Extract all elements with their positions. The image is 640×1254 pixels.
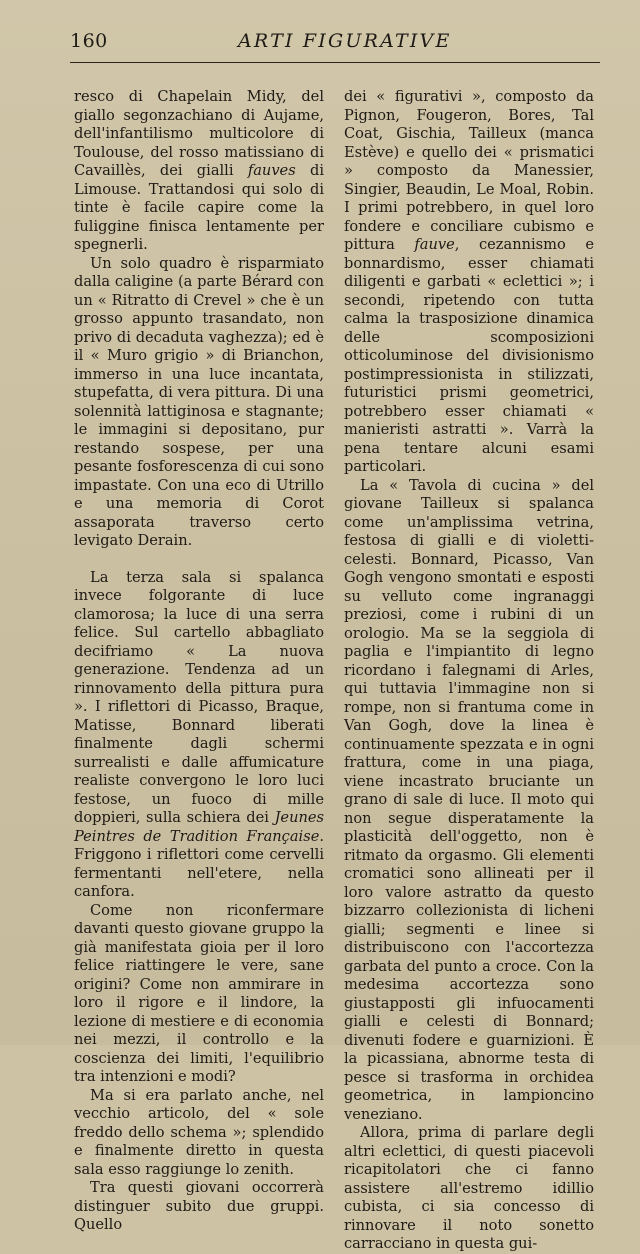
italic-text-run: fauves (247, 162, 296, 179)
page-header (70, 26, 600, 58)
text-run: Ma si era parlato anche, nel vecchio articolo, del « sole freddo dello schema »; splendido e finalmente diretto in questa sala esso raggiunge lo zenith. (74, 1086, 324, 1178)
italic-text-run: fauve (414, 236, 455, 253)
text-run: , cezannismo e bonnardismo, esser chiamati diligenti e garbati « eclettici »; i secondi, ripetendo con tutta calma la trasposizione dinamica delle scomposizioni otticoluminose del divisionismo postimpressionista in stilizzati, futuristici prismi geometrici, potrebbero esser chiamati « manieristi astratti ». Varrà la pena tentare alcuni esami particolari. (344, 236, 594, 475)
paragraph (344, 477, 594, 1125)
paragraph (74, 1179, 324, 1235)
running-title: ARTI FIGURATIVE (238, 30, 452, 52)
text-run: La « Tavola di cucina » del giovane Tailleux si spalanca come un'amplissima vetrina, festosa di gialli e di violetti-celesti. Bonnard, Picasso, Van Gogh vengono smontati e esposti su velluto come ingranaggi preziosi, come i rubini di un orologio. Ma se la seggiola di paglia e l'impiantito di legno ricordano i falegnami di Arles, qui tuttavia l'immagine non si rompe, non si frantuma come in Van Gogh, dove la linea è continuamente spezzata e in ogni frattura, come in una piaga, viene incastrato bruciante un grano di sale di luce. Il moto qui non segue disperatamente la plasticità dell'oggetto, non è ritmato da orgasmo. Gli elementi cromatici sono allineati per il loro valore astratto da questo bizzarro collezionista di licheni gialli; segmenti e linee si distribuiscono con l'accortezza garbata del punto a croce. Con la medesima accortezza sono giustapposti gli infuocamenti gialli e celesti di Bonnard; divenuti fodere e guarnizioni. È la picassiana, abnorme testa di pesce si trasforma in orchidea geometrica, in lampioncino veneziano. (344, 476, 594, 1123)
text-run: di Limouse. Trattandosi qui solo di tinte è facile capire come la fuliggine finisca lentamente per spegnerli. (74, 162, 324, 253)
header-rule (70, 62, 600, 63)
page-number: 160 (70, 30, 108, 52)
text-run: resco di Chapelain Midy, del giallo segonzachiano di Aujame, dell'infantilismo multicolore di Toulouse, del rosso matissiano di Cavaillès, dei gialli (74, 88, 324, 179)
paragraph (74, 902, 324, 1087)
text-run: Tra questi giovani occorrerà distinguer subito due gruppi. Quello (74, 1179, 324, 1233)
right-column (344, 88, 594, 1254)
paragraph (74, 569, 324, 902)
text-run: La terza sala si spalanca invece folgorante di luce clamorosa; la luce di una serra felice. Sul cartello abbagliato decifriamo « La nuova generazione. Tendenza ad un rinnovamento della pittura pura ». I riflettori di Picasso, Braque, Matisse, Bonnard liberati finalmente dagli schermi surrealisti e dalle affumicature realiste convergono le loro luci festose, un fuoco di mille doppieri, sulla schiera dei (74, 568, 324, 826)
text-run: . Friggono i riflettori come cervelli fermentanti nell'etere, nella canfora. (74, 827, 324, 900)
text-run: Un solo quadro è risparmiato dalla caligine (a parte Bérard con un « Ritratto di Crevel » che è un grosso appunto trasandato, non privo di decaduta vaghezza); ed è il « Muro grigio » di Brianchon, immerso in una luce incantata, stupefatta, di vera pittura. Di una solennità lattiginosa e stagnante; le immagini si depositano, pur restando sospese, per una pesante fosforescenza di cui sono impastate. Con una eco di Utrillo e una memoria di Corot assaporata traverso certo levigato Derain. (74, 254, 324, 549)
left-column (74, 88, 324, 1235)
paragraph (344, 88, 594, 477)
paragraph (74, 1087, 324, 1180)
text-run: Allora, prima di parlare degli altri eclettici, di questi piacevoli ricapitolatori che ci fanno assistere all'estremo idillio cubista, ci sia concesso di rinnovare il noto sonetto carracciano in questa gui- (344, 1124, 594, 1252)
paragraph (74, 255, 324, 551)
italic-text-run: Jeunes Peintres de Tradition Française (74, 809, 324, 845)
text-run: dei « figurativi », composto da Pignon, Fougeron, Bores, Tal Coat, Gischia, Tailleux (manca Estève) e quello dei « prismatici » composto da Manessier, Singier, Beaudin, Le Moal, Robin. I primi potrebbero, in quel loro fondere e conciliare cubismo e pittura (344, 88, 594, 253)
paragraph (344, 1124, 594, 1254)
paragraph (74, 88, 324, 255)
text-run: Come non riconfermare davanti questo giovane gruppo la già manifestata gioia per il loro felice riattingere le vere, sane origini? Come non ammirare in loro il rigore e il lindore, la lezione di mestiere e di economia nei mezzi, il controllo e la coscienza dei limiti, l'equilibrio tra intenzioni e modi? (74, 901, 324, 1085)
